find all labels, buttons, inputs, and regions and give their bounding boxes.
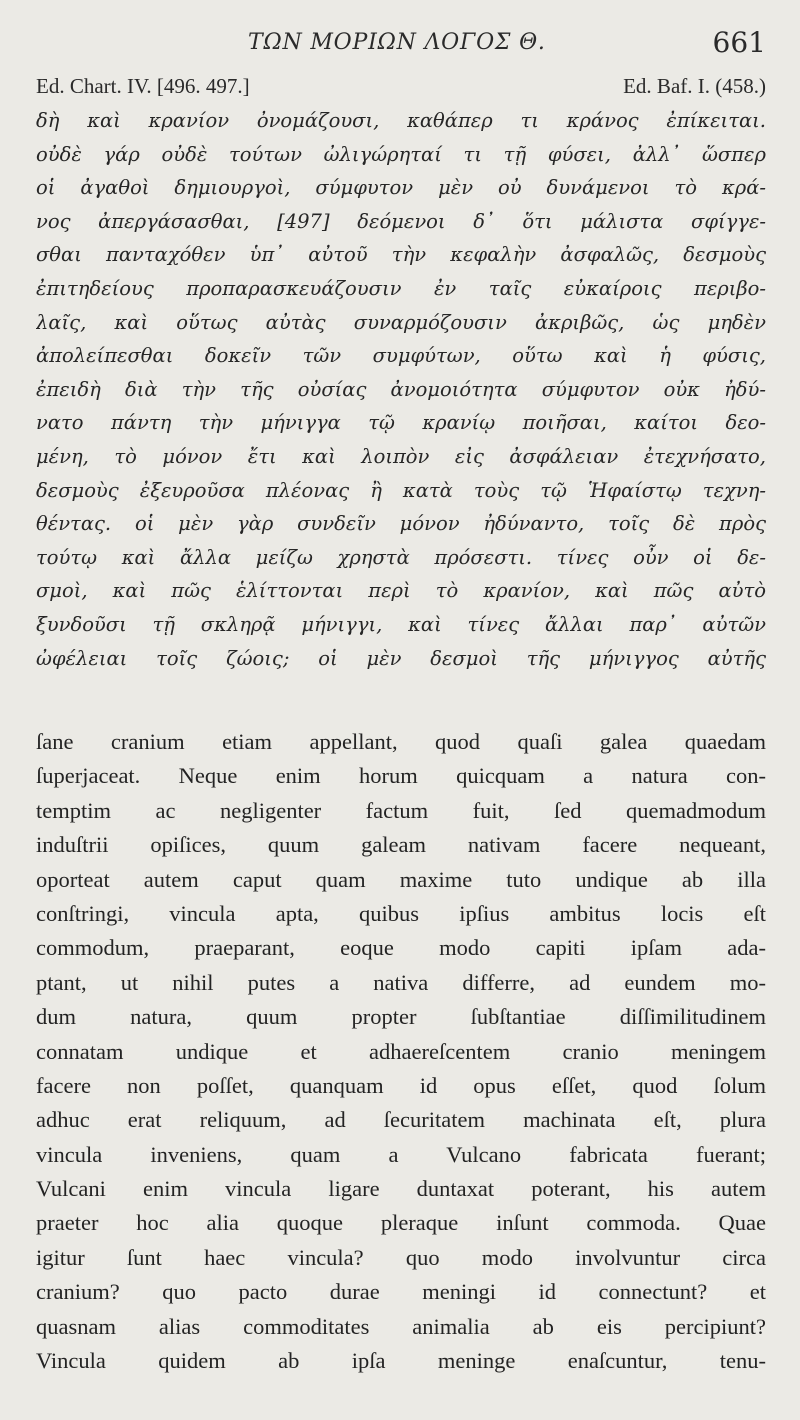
greek-text-block <box>36 104 766 675</box>
latin-line: praeter hoc alia quoque pleraque inſunt commoda. Quae <box>36 1210 766 1236</box>
latin-line: commodum, praeparant, eoque modo capiti ipſam ada- <box>36 935 766 961</box>
running-title: ΤΩΝ ΜΟΡΙΩΝ ΛΟΓΟΣ Θ. <box>248 30 546 55</box>
latin-line: Vulcani enim vincula ligare duntaxat poterant, his autem <box>36 1176 766 1202</box>
greek-line: λαῖς, καὶ οὕτως αὐτὰς συναρμόζουσιν ἀκριβῶς, ὡς μηδὲν <box>36 310 766 334</box>
edition-reference-chartier: Ed. Chart. IV. [496. 497.] <box>36 74 250 98</box>
latin-line: Vincula quidem ab ipſa meninge enaſcuntur, tenu- <box>36 1348 766 1374</box>
page-number: 661 <box>712 26 766 59</box>
greek-line: ξυνδοῦσι τῇ σκληρᾷ μήνιγγι, καὶ τίνες ἄλλαι παρ᾽ αὐτῶν <box>36 612 766 636</box>
latin-line: cranium? quo pacto durae meningi id connectunt? et <box>36 1279 766 1305</box>
greek-line: οἱ ἀγαθοὶ δημιουργοὶ, σύμφυτον μὲν οὐ δυνάμενοι τὸ κρά- <box>36 176 766 200</box>
latin-text-block <box>36 725 766 1378</box>
greek-line: τούτῳ καὶ ἄλλα μείζω χρηστὰ πρόσεστι. τίνες οὖν οἱ δε- <box>36 545 766 569</box>
latin-line: oporteat autem caput quam maxime tuto undique ab illa <box>36 866 766 892</box>
greek-line: ἐπιτηδείους προπαρασκευάζουσιν ἐν ταῖς εὐκαίροις περιβο- <box>36 276 766 300</box>
latin-line: temptim ac negligenter factum fuit, ſed quemadmodum <box>36 797 766 823</box>
greek-line: σθαι πανταχόθεν ὑπ᾽ αὐτοῦ τὴν κεφαλὴν ἀσφαλῶς, δεσμοὺς <box>36 243 766 267</box>
latin-line: ptant, ut nihil putes a nativa differre, ad eundem mo- <box>36 969 766 995</box>
running-head <box>0 26 800 60</box>
greek-line: δεσμοὺς ἐξευροῦσα πλέονας ἢ κατὰ τοὺς τῷ Ἡφαίστῳ τεχνη- <box>36 478 766 502</box>
latin-line: induſtrii opiſices, quum galeam nativam facere nequeant, <box>36 832 766 858</box>
greek-line: ἐπειδὴ διὰ τὴν τῆς οὐσίας ἀνομοιότητα σύμφυτον οὐκ ἠδύ- <box>36 377 766 401</box>
edition-reference-basel: Ed. Baf. I. (458.) <box>623 74 766 98</box>
latin-line: conſtringi, vincula apta, quibus ipſius ambitus locis eſt <box>36 900 766 926</box>
latin-line: ſane cranium etiam appellant, quod quaſi galea quaedam <box>36 729 766 754</box>
greek-line: σμοὶ, καὶ πῶς ἑλίττονται περὶ τὸ κρανίον, καὶ πῶς αὐτὸ <box>36 579 766 603</box>
edition-reference-line <box>36 74 766 104</box>
latin-line: quasnam alias commoditates animalia ab eis percipiunt? <box>36 1313 766 1339</box>
latin-line: dum natura, quum propter ſubſtantiae diſſimilitudinem <box>36 1004 766 1030</box>
greek-line: οὐδὲ γάρ οὐδὲ τούτων ὠλιγώρηταί τι τῇ φύσει, ἀλλ᾽ ὥσπερ <box>36 142 766 166</box>
greek-line: θέντας. οἱ μὲν γὰρ συνδεῖν μόνον ἠδύναντο, τοῖς δὲ πρὸς <box>36 512 766 536</box>
greek-line: δὴ καὶ κρανίον ὀνομάζουσι, καθάπερ τι κράνος ἐπίκειται. <box>36 109 766 132</box>
greek-line: ὠφέλειαι τοῖς ζώοις; οἱ μὲν δεσμοὶ τῆς μήνιγγος αὐτῆς <box>36 646 766 670</box>
greek-line: ἀπολείπεσθαι δοκεῖν τῶν συμφύτων, οὕτω καὶ ἡ φύσις, <box>36 344 766 368</box>
latin-line: connatam undique et adhaereſcentem cranio meningem <box>36 1038 766 1064</box>
latin-line: vincula inveniens, quam a Vulcano fabricata fuerant; <box>36 1141 766 1167</box>
greek-line: μένη, τὸ μόνον ἔτι καὶ λοιπὸν εἰς ἀσφάλειαν ἐτεχνήσατο, <box>36 444 766 468</box>
latin-line: facere non poſſet, quanquam id opus eſſet, quod ſolum <box>36 1072 766 1098</box>
greek-line: νατο πάντη τὴν μήνιγγα τῷ κρανίῳ ποιῆσαι, καίτοι δεο- <box>36 411 766 435</box>
latin-line: igitur ſunt haec vincula? quo modo involvuntur circa <box>36 1244 766 1270</box>
greek-line: νος ἀπεργάσασθαι, [497] δεόμενοι δ᾽ ὅτι μάλιστα σφίγγε- <box>36 209 766 233</box>
latin-line: ſuperjaceat. Neque enim horum quicquam a natura con- <box>36 763 766 789</box>
latin-line: adhuc erat reliquum, ad ſecuritatem machinata eſt, plura <box>36 1107 766 1133</box>
